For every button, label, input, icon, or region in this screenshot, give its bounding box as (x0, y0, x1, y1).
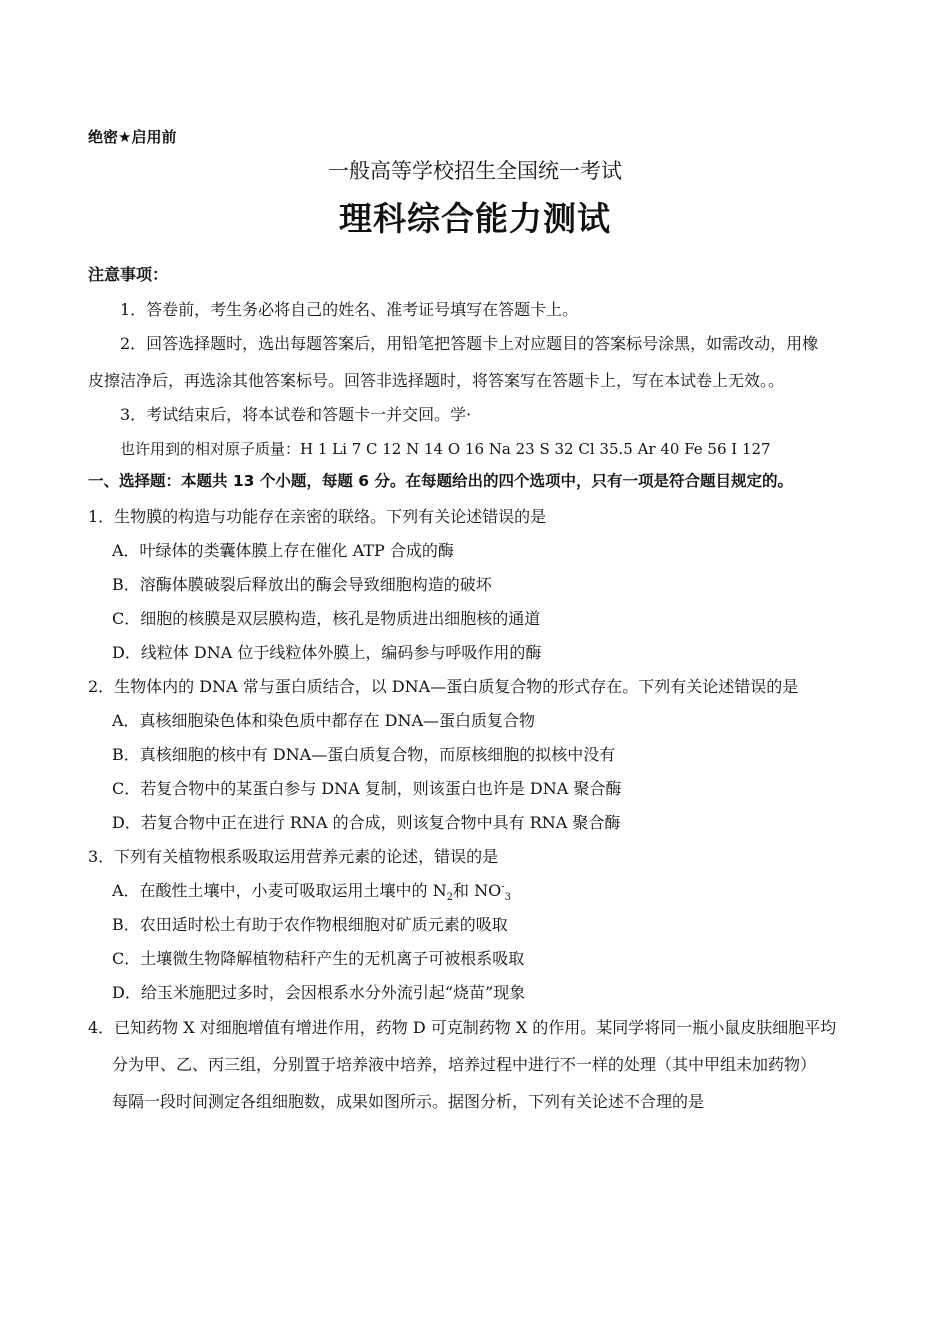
confidential-label: 绝密★启用前 (88, 128, 177, 146)
question-1-option-d: D．线粒体 DNA 位于线粒体外膜上，编码参与呼吸作用的酶 (112, 643, 542, 662)
question-3-option-a (112, 881, 512, 904)
question-3-option-d: D．给玉米施肥过多时，会因根系水分外流引起“烧苗”现象 (112, 983, 526, 1002)
notice-item-3: 3．考试结束后，将本试卷和答题卡一并交回。学· (120, 405, 472, 424)
atomic-mass-line: 也许用到的相对原子质量：H 1 Li 7 C 12 N 14 O 16 Na 23 S 32 Cl 35.5 Ar 40 Fe 56 I 127 (120, 440, 771, 458)
question-1-option-a: A．叶绿体的类囊体膜上存在催化 ATP 合成的酶 (112, 541, 454, 560)
question-1-option-b: B．溶酶体膜破裂后释放出的酶会导致细胞构造的破坏 (112, 575, 492, 594)
question-2-option-d: D．若复合物中正在进行 RNA 的合成，则该复合物中具有 RNA 聚合酶 (112, 813, 621, 832)
notice-item-2-line-1: 2．回答选择题时，选出每题答案后，用铅笔把答题卡上对应题目的答案标号涂黑，如需改动，用橡 (120, 334, 819, 353)
question-1-option-c: C．细胞的核膜是双层膜构造，核孔是物质进出细胞核的通道 (112, 609, 541, 628)
question-3-stem: 3．下列有关植物根系吸取运用营养元素的论述，错误的是 (88, 847, 499, 866)
option-a-text: A．在酸性土壤中，小麦可吸取运用土壤中的 N (112, 881, 447, 900)
section-heading: 一、选择题：本题共 13 个小题，每题 6 分。在每题给出的四个选项中，只有一项是符合题目规定的。 (88, 472, 793, 490)
question-2-option-c: C．若复合物中的某蛋白参与 DNA 复制，则该蛋白也许是 DNA 聚合酶 (112, 779, 622, 798)
question-2-option-b: B．真核细胞的核中有 DNA—蛋白质复合物，而原核细胞的拟核中没有 (112, 745, 616, 764)
question-3-option-c: C．土壤微生物降解植物秸秆产生的无机离子可被根系吸取 (112, 949, 525, 968)
question-2-option-a: A．真核细胞染色体和染色质中都存在 DNA—蛋白质复合物 (112, 711, 536, 730)
exam-subtitle: 一般高等学校招生全国统一考试 (328, 159, 622, 183)
notice-item-1: 1．答卷前，考生务必将自己的姓名、准考证号填写在答题卡上。 (120, 300, 579, 319)
question-1-stem: 1．生物膜的构造与功能存在亲密的联络。下列有关论述错误的是 (88, 507, 547, 526)
nitrate-subscript: 3 (504, 892, 512, 904)
notice-heading: 注意事项： (88, 265, 169, 284)
question-4-stem-line-3: 每隔一段时间测定各组细胞数，成果如图所示。据图分析，下列有关论述不合理的是 (112, 1092, 705, 1111)
notice-item-2-line-2: 皮擦洁净后，再选涂其他答案标号。回答非选择题时，将答案写在答题卡上，写在本试卷上无效。。 (88, 371, 785, 390)
question-2-stem: 2．生物体内的 DNA 常与蛋白质结合，以 DNA—蛋白质复合物的形式存在。下列有关论述错误的是 (88, 677, 799, 696)
nitrate-charge-superscript: - (501, 881, 505, 893)
question-4-stem-line-1: 4．已知药物 X 对细胞增值有增进作用，药物 D 可克制药物 X 的作用。某同学将同一瓶小鼠皮肤细胞平均 (88, 1018, 837, 1037)
question-3-option-b: B．农田适时松土有助于农作物根细胞对矿质元素的吸取 (112, 915, 508, 934)
exam-title: 理科综合能力测试 (339, 199, 611, 238)
question-4-stem-line-2: 分为甲、乙、丙三组，分别置于培养液中培养，培养过程中进行不一样的处理（其中甲组未加药物） (112, 1055, 817, 1074)
option-a-text-2: 和 NO (453, 881, 502, 900)
n2-subscript: 2 (446, 892, 454, 904)
